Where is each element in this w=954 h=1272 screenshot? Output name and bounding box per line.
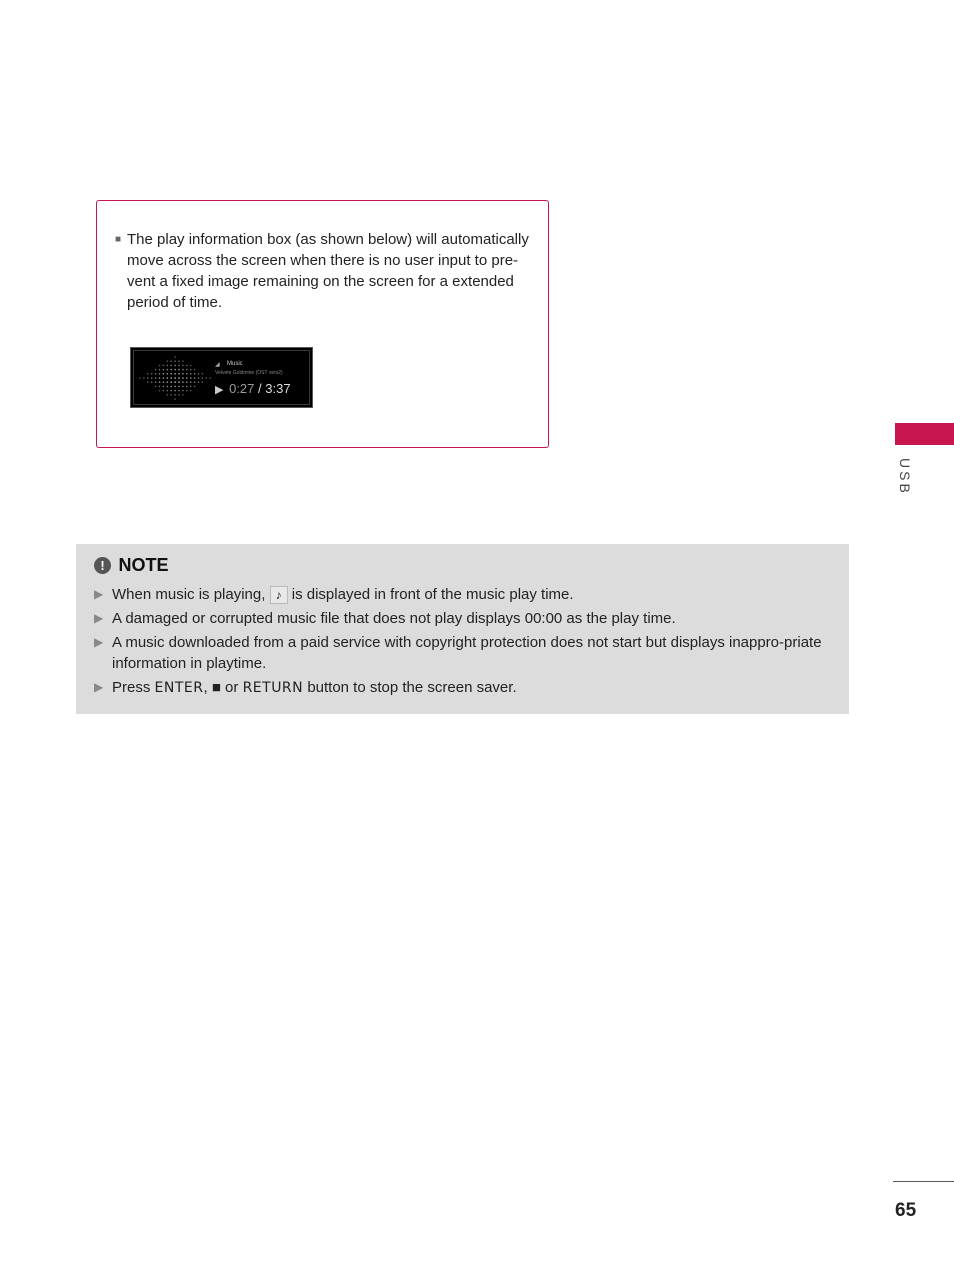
song-title: Velvete Goldmine (OST vers2) xyxy=(215,370,283,376)
bullet-icon: ■ xyxy=(115,234,122,245)
play-icon: ▶ xyxy=(215,384,224,396)
note-item xyxy=(94,584,834,605)
or-text: or xyxy=(225,679,239,696)
note-item xyxy=(94,608,834,629)
elapsed-time: 0:27 xyxy=(229,381,255,396)
enter-key-label: ENTER xyxy=(154,680,204,696)
arrow-icon: ▶ xyxy=(94,587,104,601)
note-heading xyxy=(94,555,168,577)
page-number-rule xyxy=(893,1181,954,1182)
time-separator: / xyxy=(258,381,262,396)
note-title: NOTE xyxy=(118,555,169,575)
arrow-icon: ▶ xyxy=(94,611,104,625)
section-tab xyxy=(895,423,954,445)
music-folder-icon: ◢ xyxy=(215,362,220,368)
note-text: A damaged or corrupted music file that does not play displays 00:00 as the play time. xyxy=(112,610,676,627)
player-info-box-image xyxy=(130,347,313,408)
note-list xyxy=(94,584,834,702)
total-time: 3:37 xyxy=(265,381,291,396)
press-text: Press xyxy=(112,679,151,696)
info-paragraph: The play information box (as shown below) will automatically move across the screen when there is no user input to pre-vent a fixed image remaining on the screen for a extended period of time. xyxy=(127,231,529,311)
note-text: button to stop the screen saver. xyxy=(307,679,517,696)
return-key-label: RETURN xyxy=(242,680,304,696)
note-item xyxy=(94,632,834,674)
note-box xyxy=(76,544,849,714)
note-text: When music is playing, xyxy=(112,586,266,603)
exclamation-icon: ! xyxy=(94,557,111,574)
music-visualizer-graphic xyxy=(137,354,213,402)
comma-text: , xyxy=(203,679,208,696)
page-number: 65 xyxy=(895,1200,917,1221)
play-time xyxy=(215,381,291,396)
arrow-icon: ▶ xyxy=(94,680,104,694)
note-text: is displayed in front of the music play time. xyxy=(291,586,574,603)
note-text: A music downloaded from a paid service with copyright protection does not start but displays inappro-priate information in playtime. xyxy=(112,634,822,672)
arrow-icon: ▶ xyxy=(94,635,104,649)
stop-icon: ■ xyxy=(211,679,221,696)
section-label: USB xyxy=(897,458,913,496)
note-item xyxy=(94,677,834,699)
play-info-box xyxy=(96,200,549,448)
music-label: Music xyxy=(227,361,243,367)
music-note-icon: ♪ xyxy=(270,586,288,604)
info-text xyxy=(115,229,539,313)
